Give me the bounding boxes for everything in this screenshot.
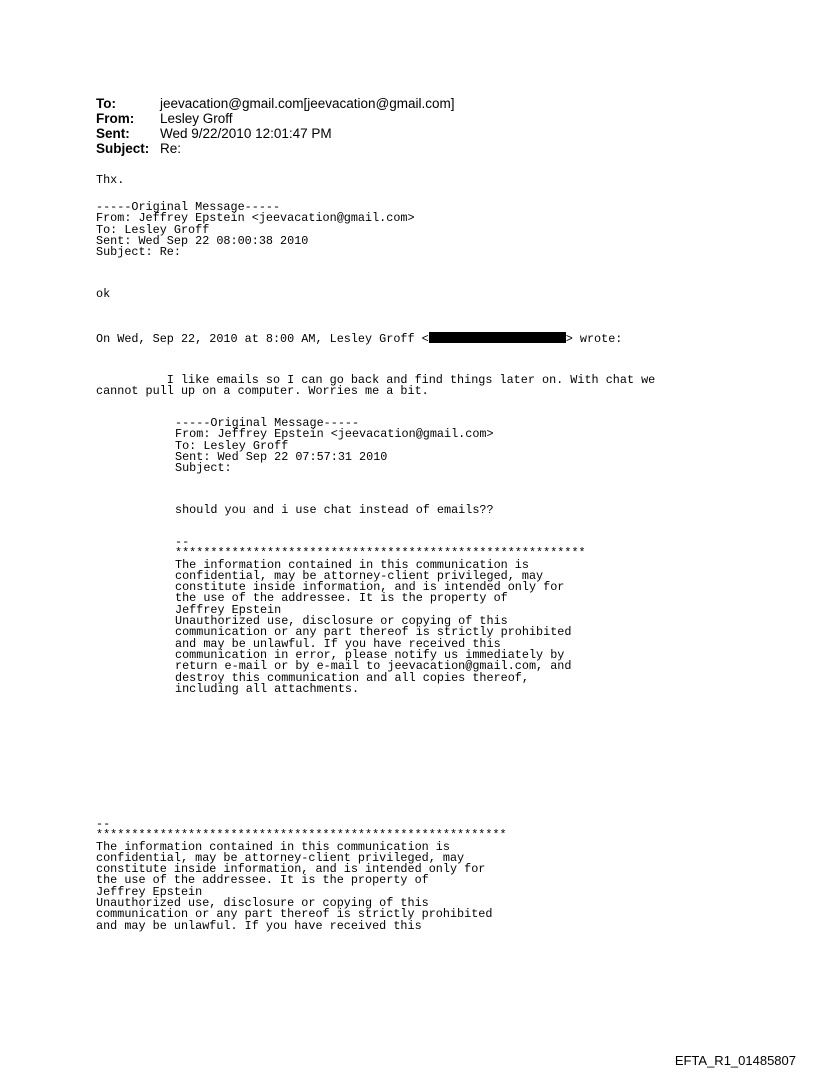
- subject-row: [96, 141, 455, 156]
- ok-text: ok: [96, 287, 111, 301]
- orig2-message: should you and i use chat instead of emails??: [175, 503, 494, 517]
- disclaimer-outer-line: confidential, may be attorney-client privileged, may: [96, 850, 465, 865]
- from-label: From:: [96, 111, 135, 126]
- original-message-1: [96, 202, 415, 258]
- email-header: [96, 96, 455, 156]
- disclaimer-outer-line: The information contained in this communication is: [96, 839, 450, 854]
- reply-text: Thx.: [96, 173, 125, 187]
- disclaimer-inner-line: communication or any part thereof is strictly prohibited: [175, 625, 572, 640]
- to-row: [96, 96, 455, 111]
- disclaimer-inner-line: including all attachments.: [175, 681, 360, 696]
- orig1-separator: -----Original Message-----: [96, 200, 281, 214]
- disclaimer-inner-dashes: --: [175, 535, 190, 549]
- redaction-box: [429, 332, 566, 343]
- orig1-subject: Subject: Re:: [96, 245, 181, 260]
- wrote-suffix: > wrote:: [565, 332, 623, 346]
- original-message-2: [175, 418, 494, 474]
- disclaimer-outer-line: and may be unlawful. If you have received this: [96, 918, 422, 933]
- disclaimer-inner-line: return e-mail or by e-mail to jeevacation@gmail.com, and: [175, 659, 572, 674]
- quoted-reply: [96, 375, 655, 398]
- sent-label: Sent:: [96, 126, 130, 141]
- disclaimer-outer-line: Unauthorized use, disclosure or copying of this: [96, 896, 429, 911]
- wrote-line: [96, 332, 622, 345]
- subject-value: Re:: [160, 141, 182, 156]
- disclaimer-inner-line: The information contained in this communication is: [175, 557, 529, 572]
- disclaimer-inner-line: communication in error, please notify us immediately by: [175, 647, 565, 662]
- orig2-to: To: Lesley Groff: [175, 438, 289, 453]
- disclaimer-outer-line: Jeffrey Epstein: [96, 884, 203, 899]
- orig1-from: From: Jeffrey Epstein <jeevacation@gmail.com>: [96, 211, 415, 226]
- orig2-sent: Sent: Wed Sep 22 07:57:31 2010: [175, 449, 388, 464]
- disclaimer-outer: [96, 819, 507, 932]
- disclaimer-inner-line: constitute inside information, and is intended only for: [175, 580, 565, 595]
- from-row: [96, 111, 455, 126]
- disclaimer-inner-line: Unauthorized use, disclosure or copying of this: [175, 614, 508, 629]
- disclaimer-inner-stars: **********************************************************: [175, 546, 586, 561]
- wrote-prefix: On Wed, Sep 22, 2010 at 8:00 AM, Lesley Groff <: [96, 332, 429, 346]
- sent-row: [96, 126, 455, 141]
- disclaimer-outer-stars: **********************************************************: [96, 828, 507, 843]
- orig2-from: From: Jeffrey Epstein <jeevacation@gmail.com>: [175, 427, 494, 442]
- orig1-to: To: Lesley Groff: [96, 222, 210, 237]
- disclaimer-inner-line: and may be unlawful. If you have received this: [175, 636, 501, 651]
- disclaimer-outer-line: communication or any part thereof is strictly prohibited: [96, 907, 493, 922]
- disclaimer-inner-line: the use of the addressee. It is the property of: [175, 591, 508, 606]
- disclaimer-inner: [175, 537, 586, 695]
- quote-line-1: I like emails so I can go back and find things later on. With chat we: [96, 373, 656, 387]
- document-id: EFTA_R1_01485807: [674, 1053, 796, 1068]
- to-label: To:: [96, 96, 116, 111]
- disclaimer-outer-line: the use of the addressee. It is the property of: [96, 873, 429, 888]
- from-value: Lesley Groff: [160, 111, 233, 126]
- disclaimer-outer-line: constitute inside information, and is intended only for: [96, 862, 486, 877]
- orig1-sent: Sent: Wed Sep 22 08:00:38 2010: [96, 233, 309, 248]
- subject-label: Subject:: [96, 141, 150, 156]
- sent-value: Wed 9/22/2010 12:01:47 PM: [160, 126, 332, 141]
- quote-line-2: cannot pull up on a computer. Worries me a bit.: [96, 384, 429, 399]
- disclaimer-inner-line: Jeffrey Epstein: [175, 602, 282, 617]
- disclaimer-inner-line: confidential, may be attorney-client privileged, may: [175, 568, 544, 583]
- orig2-subject: Subject:: [175, 461, 232, 476]
- to-value: jeevacation@gmail.com[jeevacation@gmail.com]: [160, 96, 455, 111]
- disclaimer-outer-dashes: --: [96, 817, 111, 831]
- orig2-separator: -----Original Message-----: [175, 416, 360, 430]
- disclaimer-inner-line: destroy this communication and all copies thereof,: [175, 670, 529, 685]
